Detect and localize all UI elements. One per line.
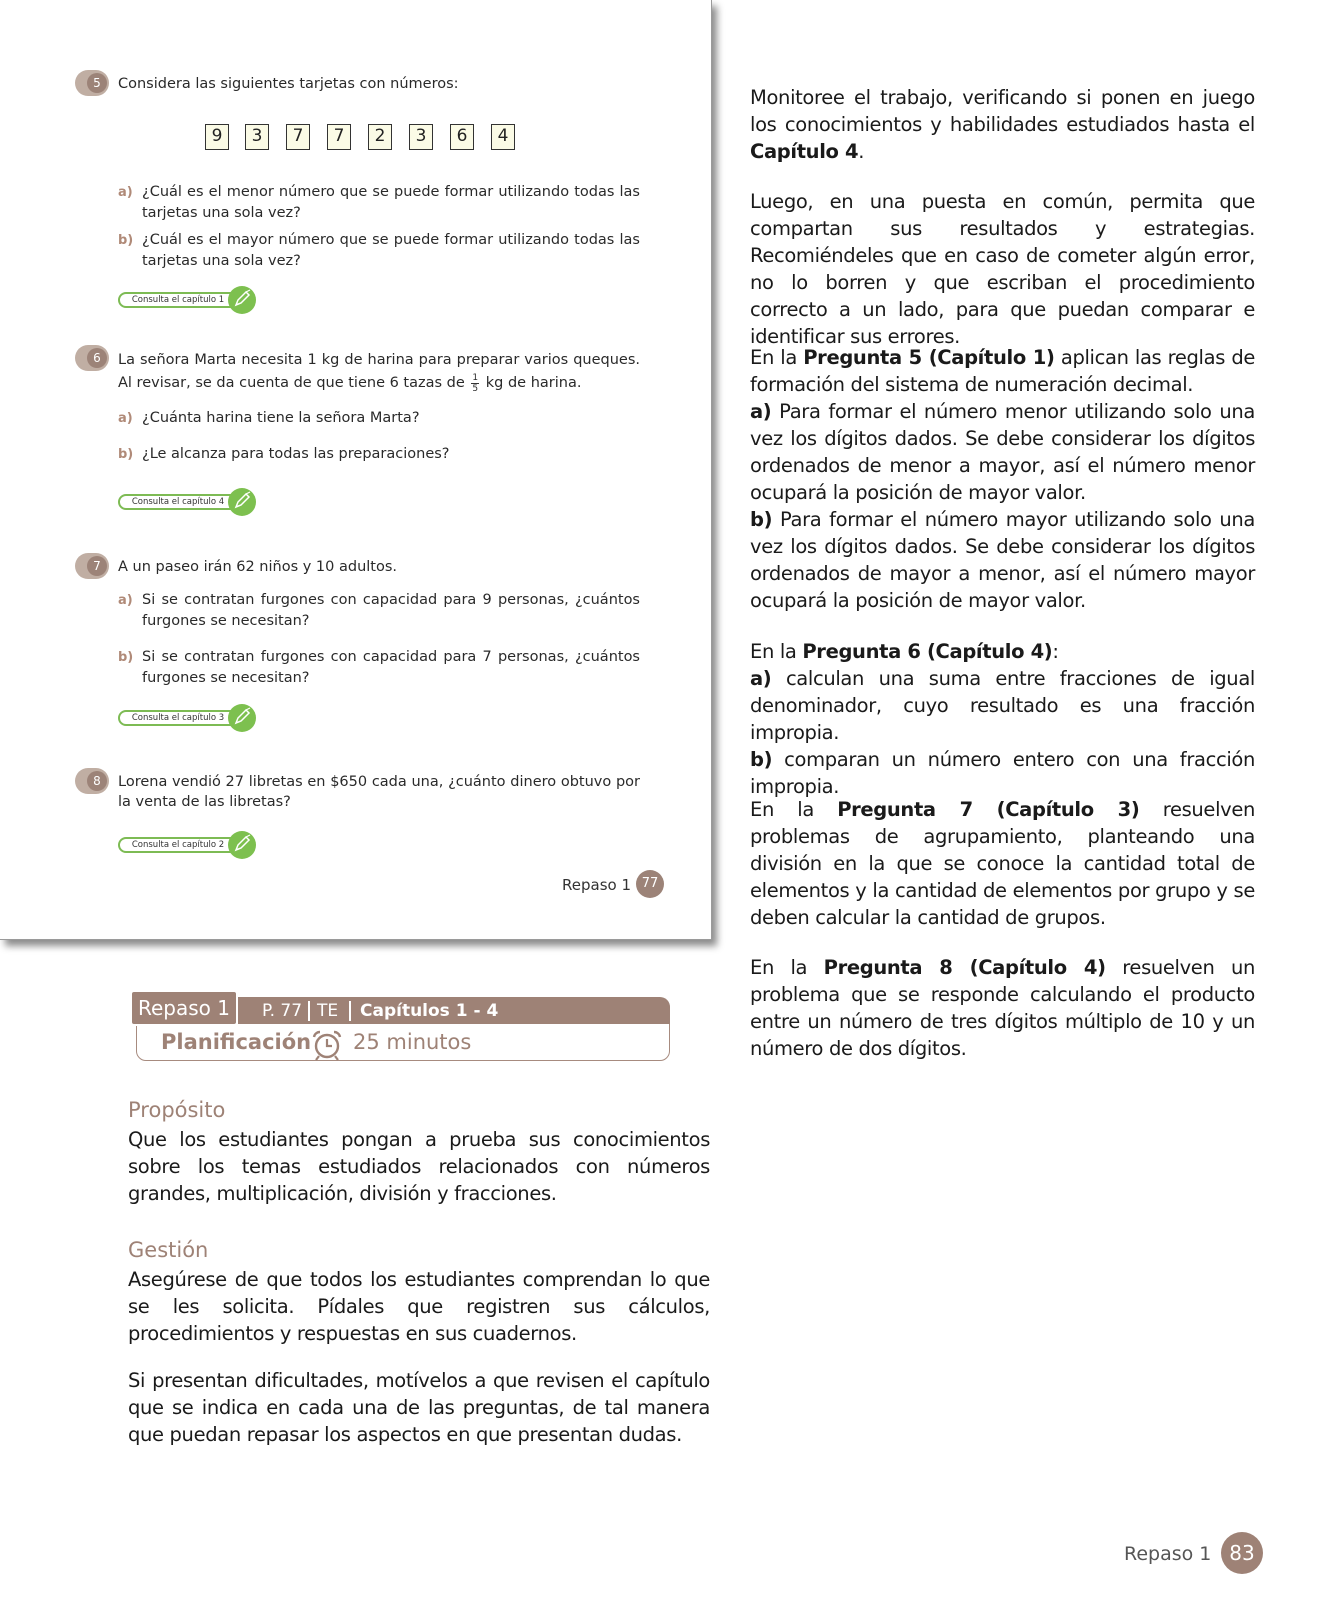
question-8-text: Lorena vendió 27 libretas en $650 cada una, ¿cuánto dinero obtuvo por la venta de las libretas? (118, 774, 640, 810)
pregunta-5a-text: Para formar el número menor utilizando solo una vez los dígitos dados. Se debe considerar los dígitos ordenados de menor a mayor, así el número menor ocupará la posición de mayor valor. (750, 400, 1255, 504)
pregunta-7-bold: Pregunta 7 (Capítulo 3) (837, 798, 1140, 821)
question-8-number-badge (75, 768, 109, 794)
puesta-en-comun-paragraph: Luego, en una puesta en común, permita que compartan sus resultados y estrategias. Recomiéndeles que en caso de cometer algún error, no lo borren y que escriban el procedimiento correcto a un lado, para que puedan comparar e identificar sus errores. (750, 190, 1255, 348)
number-card: 9 (205, 124, 229, 150)
number-card: 7 (327, 124, 351, 150)
page-footer-label: Repaso 1 (1124, 1543, 1212, 1565)
question-6-number-badge (75, 345, 109, 371)
te-label: TE (317, 1001, 339, 1021)
question-7b (118, 647, 640, 688)
pregunta-8-intro: En la (750, 956, 808, 979)
pregunta-6-colon: : (1052, 640, 1059, 663)
consulta-capitulo-3-link[interactable] (118, 704, 258, 732)
planning-tab: Repaso 1 (130, 990, 238, 1026)
pregunta-5-text: aplican las reglas de formación del sistema de numeración decimal. (750, 346, 1255, 396)
consulta-capitulo-4-link[interactable] (118, 488, 258, 516)
pregunta-6-paragraph (750, 638, 1255, 800)
item-label: a) (118, 593, 133, 608)
student-page-number: 77 (636, 870, 664, 898)
item-label: a) (118, 185, 133, 200)
proposito-heading: Propósito (128, 1098, 226, 1122)
monitor-end: . (858, 140, 865, 163)
planning-title: Planificación (161, 1030, 312, 1054)
monitor-paragraph (750, 84, 1255, 165)
question-5a (118, 182, 640, 223)
question-8-number: 8 (87, 771, 107, 791)
item-label: a) (118, 411, 133, 426)
alarm-clock-icon (310, 1029, 344, 1065)
item-label: b) (118, 233, 134, 248)
monitor-bold: Capítulo 4 (750, 140, 859, 163)
pregunta-8-paragraph (750, 954, 1255, 1062)
number-card: 3 (245, 124, 269, 150)
pregunta-6-bold: Pregunta 6 (Capítulo 4) (802, 640, 1053, 663)
pregunta-6a-text: calculan una suma entre fracciones de igual denominador, cuyo resultado es una fracción impropia. (750, 667, 1255, 744)
question-5b (118, 230, 640, 271)
pencil-icon (228, 704, 256, 732)
consulta-label: Consulta el capítulo 2 (118, 837, 238, 853)
proposito-text: Que los estudiantes pongan a prueba sus conocimientos sobre los temas estudiados relacionados con números grandes, multiplicación, división y fracciones. (128, 1128, 710, 1205)
question-6-number: 6 (87, 348, 107, 368)
question-7-number: 7 (87, 556, 107, 576)
item-label: b) (118, 650, 134, 665)
consulta-label: Consulta el capítulo 4 (118, 494, 238, 510)
question-7-number-badge (75, 553, 109, 579)
item-label: b) (118, 447, 134, 462)
gestion-heading: Gestión (128, 1238, 209, 1262)
pregunta-5-intro: En la (750, 346, 797, 369)
question-6a-text: ¿Cuánta harina tiene la señora Marta? (142, 410, 420, 426)
pregunta-8-text: resuelven un problema que se responde calculando el producto entre un número de tres dígitos múltiplo de 10 y un número de dos dígitos. (750, 956, 1255, 1060)
fraction-denominator: 5 (472, 383, 479, 394)
bar-separator (308, 1001, 310, 1021)
item-label: b) (750, 748, 773, 771)
consulta-capitulo-1-link[interactable] (118, 286, 258, 314)
consulta-capitulo-2-link[interactable] (118, 831, 258, 859)
question-5-text: Considera las siguientes tarjetas con números: (118, 76, 459, 92)
pregunta-5-paragraph (750, 344, 1255, 614)
pregunta-8-bold: Pregunta 8 (Capítulo 4) (823, 956, 1106, 979)
pencil-icon (228, 488, 256, 516)
gestion-text-2: Si presentan dificultades, motívelos a que revisen el capítulo que se indica en cada una de las preguntas, de tal manera que puedan repasar los aspectos en que presentan dudas. (128, 1369, 710, 1446)
question-5a-text: ¿Cuál es el menor número que se puede formar utilizando todas las tarjetas una sola vez? (142, 184, 640, 221)
bar-separator (349, 1001, 351, 1021)
question-6a (118, 408, 640, 429)
question-5-number-badge (75, 70, 109, 96)
number-card: 3 (409, 124, 433, 150)
pregunta-7-paragraph (750, 796, 1255, 931)
question-7-text: A un paseo irán 62 niños y 10 adultos. (118, 559, 398, 575)
monitor-text: Monitoree el trabajo, verificando si ponen en juego los conocimientos y habilidades estudiados hasta el (750, 86, 1255, 136)
student-page-preview (0, 0, 712, 940)
planning-time: 25 minutos (353, 1030, 472, 1054)
number-card: 2 (368, 124, 392, 150)
gestion-text-1: Asegúrese de que todos los estudiantes comprendan lo que se les solicita. Pídales que registren sus cálculos, procedimientos y respuestas en sus cuadernos. (128, 1268, 710, 1345)
question-6-text-end: kg de harina. (485, 375, 582, 391)
consulta-label: Consulta el capítulo 1 (118, 292, 238, 308)
pregunta-5-bold: Pregunta 5 (Capítulo 1) (803, 346, 1055, 369)
question-6b (118, 444, 640, 465)
item-label: a) (750, 667, 772, 690)
page-number: 83 (1221, 1532, 1263, 1574)
consulta-label: Consulta el capítulo 3 (118, 710, 238, 726)
page-reference: P. 77 (262, 1001, 303, 1021)
pregunta-5b-text: Para formar el número mayor utilizando solo una vez los dígitos dados. Se debe considerar los dígitos ordenados de mayor a menor, así el número mayor ocupará la posición de mayor valor. (750, 508, 1255, 612)
pencil-icon (228, 286, 256, 314)
item-label: b) (750, 508, 773, 531)
pregunta-6-intro: En la (750, 640, 797, 663)
question-7a (118, 590, 640, 631)
student-page-footer-label: Repaso 1 (562, 876, 631, 894)
question-6-text (118, 349, 640, 395)
question-6-text-start: La señora Marta necesita 1 kg de harina para preparar varios queques. Al revisar, se da cuenta de que tiene 6 tazas de (118, 352, 640, 391)
question-7a-text: Si se contratan furgones con capacidad para 9 personas, ¿cuántos furgones se necesitan? (142, 592, 640, 629)
fraction-one-fifth (471, 373, 479, 394)
chapters-label: Capítulos 1 - 4 (360, 1001, 499, 1021)
number-card: 7 (286, 124, 310, 150)
pregunta-7-text: resuelven problemas de agrupamiento, planteando una división en la que se conoce la cantidad total de elementos y la cantidad de elementos por grupo y se deben calcular la cantidad de grupos. (750, 798, 1255, 929)
question-5-number: 5 (87, 73, 107, 93)
fraction-numerator: 1 (472, 372, 479, 383)
question-5b-text: ¿Cuál es el mayor número que se puede formar utilizando todas las tarjetas una sola vez? (142, 232, 640, 269)
number-card: 4 (491, 124, 515, 150)
pencil-icon (228, 831, 256, 859)
question-6b-text: ¿Le alcanza para todas las preparaciones? (142, 446, 450, 462)
question-7b-text: Si se contratan furgones con capacidad para 7 personas, ¿cuántos furgones se necesitan? (142, 649, 640, 686)
number-card: 6 (450, 124, 474, 150)
pregunta-6b-text: comparan un número entero con una fracción impropia. (750, 748, 1255, 798)
item-label: a) (750, 400, 772, 423)
pregunta-7-intro: En la (750, 798, 814, 821)
